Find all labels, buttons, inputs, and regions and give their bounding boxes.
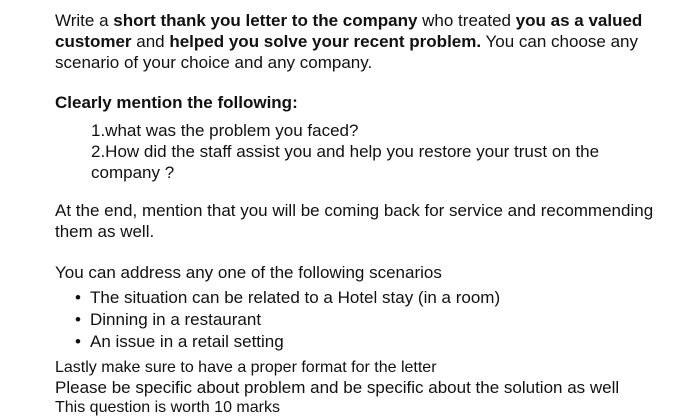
format-instruction: Lastly make sure to have a proper format for the letter xyxy=(55,359,437,376)
questions-list xyxy=(55,120,655,183)
specificity-instruction: Please be specific about problem and be specific about the solution as well xyxy=(55,378,620,397)
scenario-text: An issue in a retail setting xyxy=(90,332,284,351)
scenario-item-restaurant xyxy=(75,309,655,331)
question-item-1: 1.what was the problem you faced? xyxy=(91,121,359,140)
intro-text-4: You can choose any scenario of your choice and any company. xyxy=(55,32,639,72)
intro-bold-valued-customer: you as a valued customer xyxy=(55,11,643,51)
scenario-text: Dinning in a restaurant xyxy=(90,310,262,329)
scenario-text: The situation can be related to a Hotel stay (in a room) xyxy=(90,288,501,307)
scenario-item-hotel xyxy=(75,287,655,309)
assignment-document xyxy=(55,10,655,418)
intro-text-3: and xyxy=(131,32,170,51)
intro-text-2: who treated xyxy=(417,11,516,30)
bullet-icon: • xyxy=(75,310,81,329)
scenario-item-retail xyxy=(75,331,655,353)
requirements-heading: Clearly mention the following: xyxy=(55,93,298,112)
marks-note: This question is worth 10 marks xyxy=(55,399,280,416)
scenarios-list xyxy=(55,287,655,353)
intro-text-1: Write a xyxy=(55,11,114,30)
intro-bold-solve-problem: helped you solve your recent problem. xyxy=(169,32,482,51)
bullet-icon: • xyxy=(75,288,81,307)
bullet-icon: • xyxy=(75,332,81,351)
question-item-2: 2.How did the staff assist you and help you restore your trust on the company ? xyxy=(91,142,600,182)
intro-bold-thank-you-letter: short thank you letter to the company xyxy=(113,11,418,30)
intro-paragraph xyxy=(55,10,655,73)
scenarios-intro: You can address any one of the following scenarios xyxy=(55,263,442,282)
closing-paragraph: At the end, mention that you will be coming back for service and recommending them as well. xyxy=(55,201,654,241)
